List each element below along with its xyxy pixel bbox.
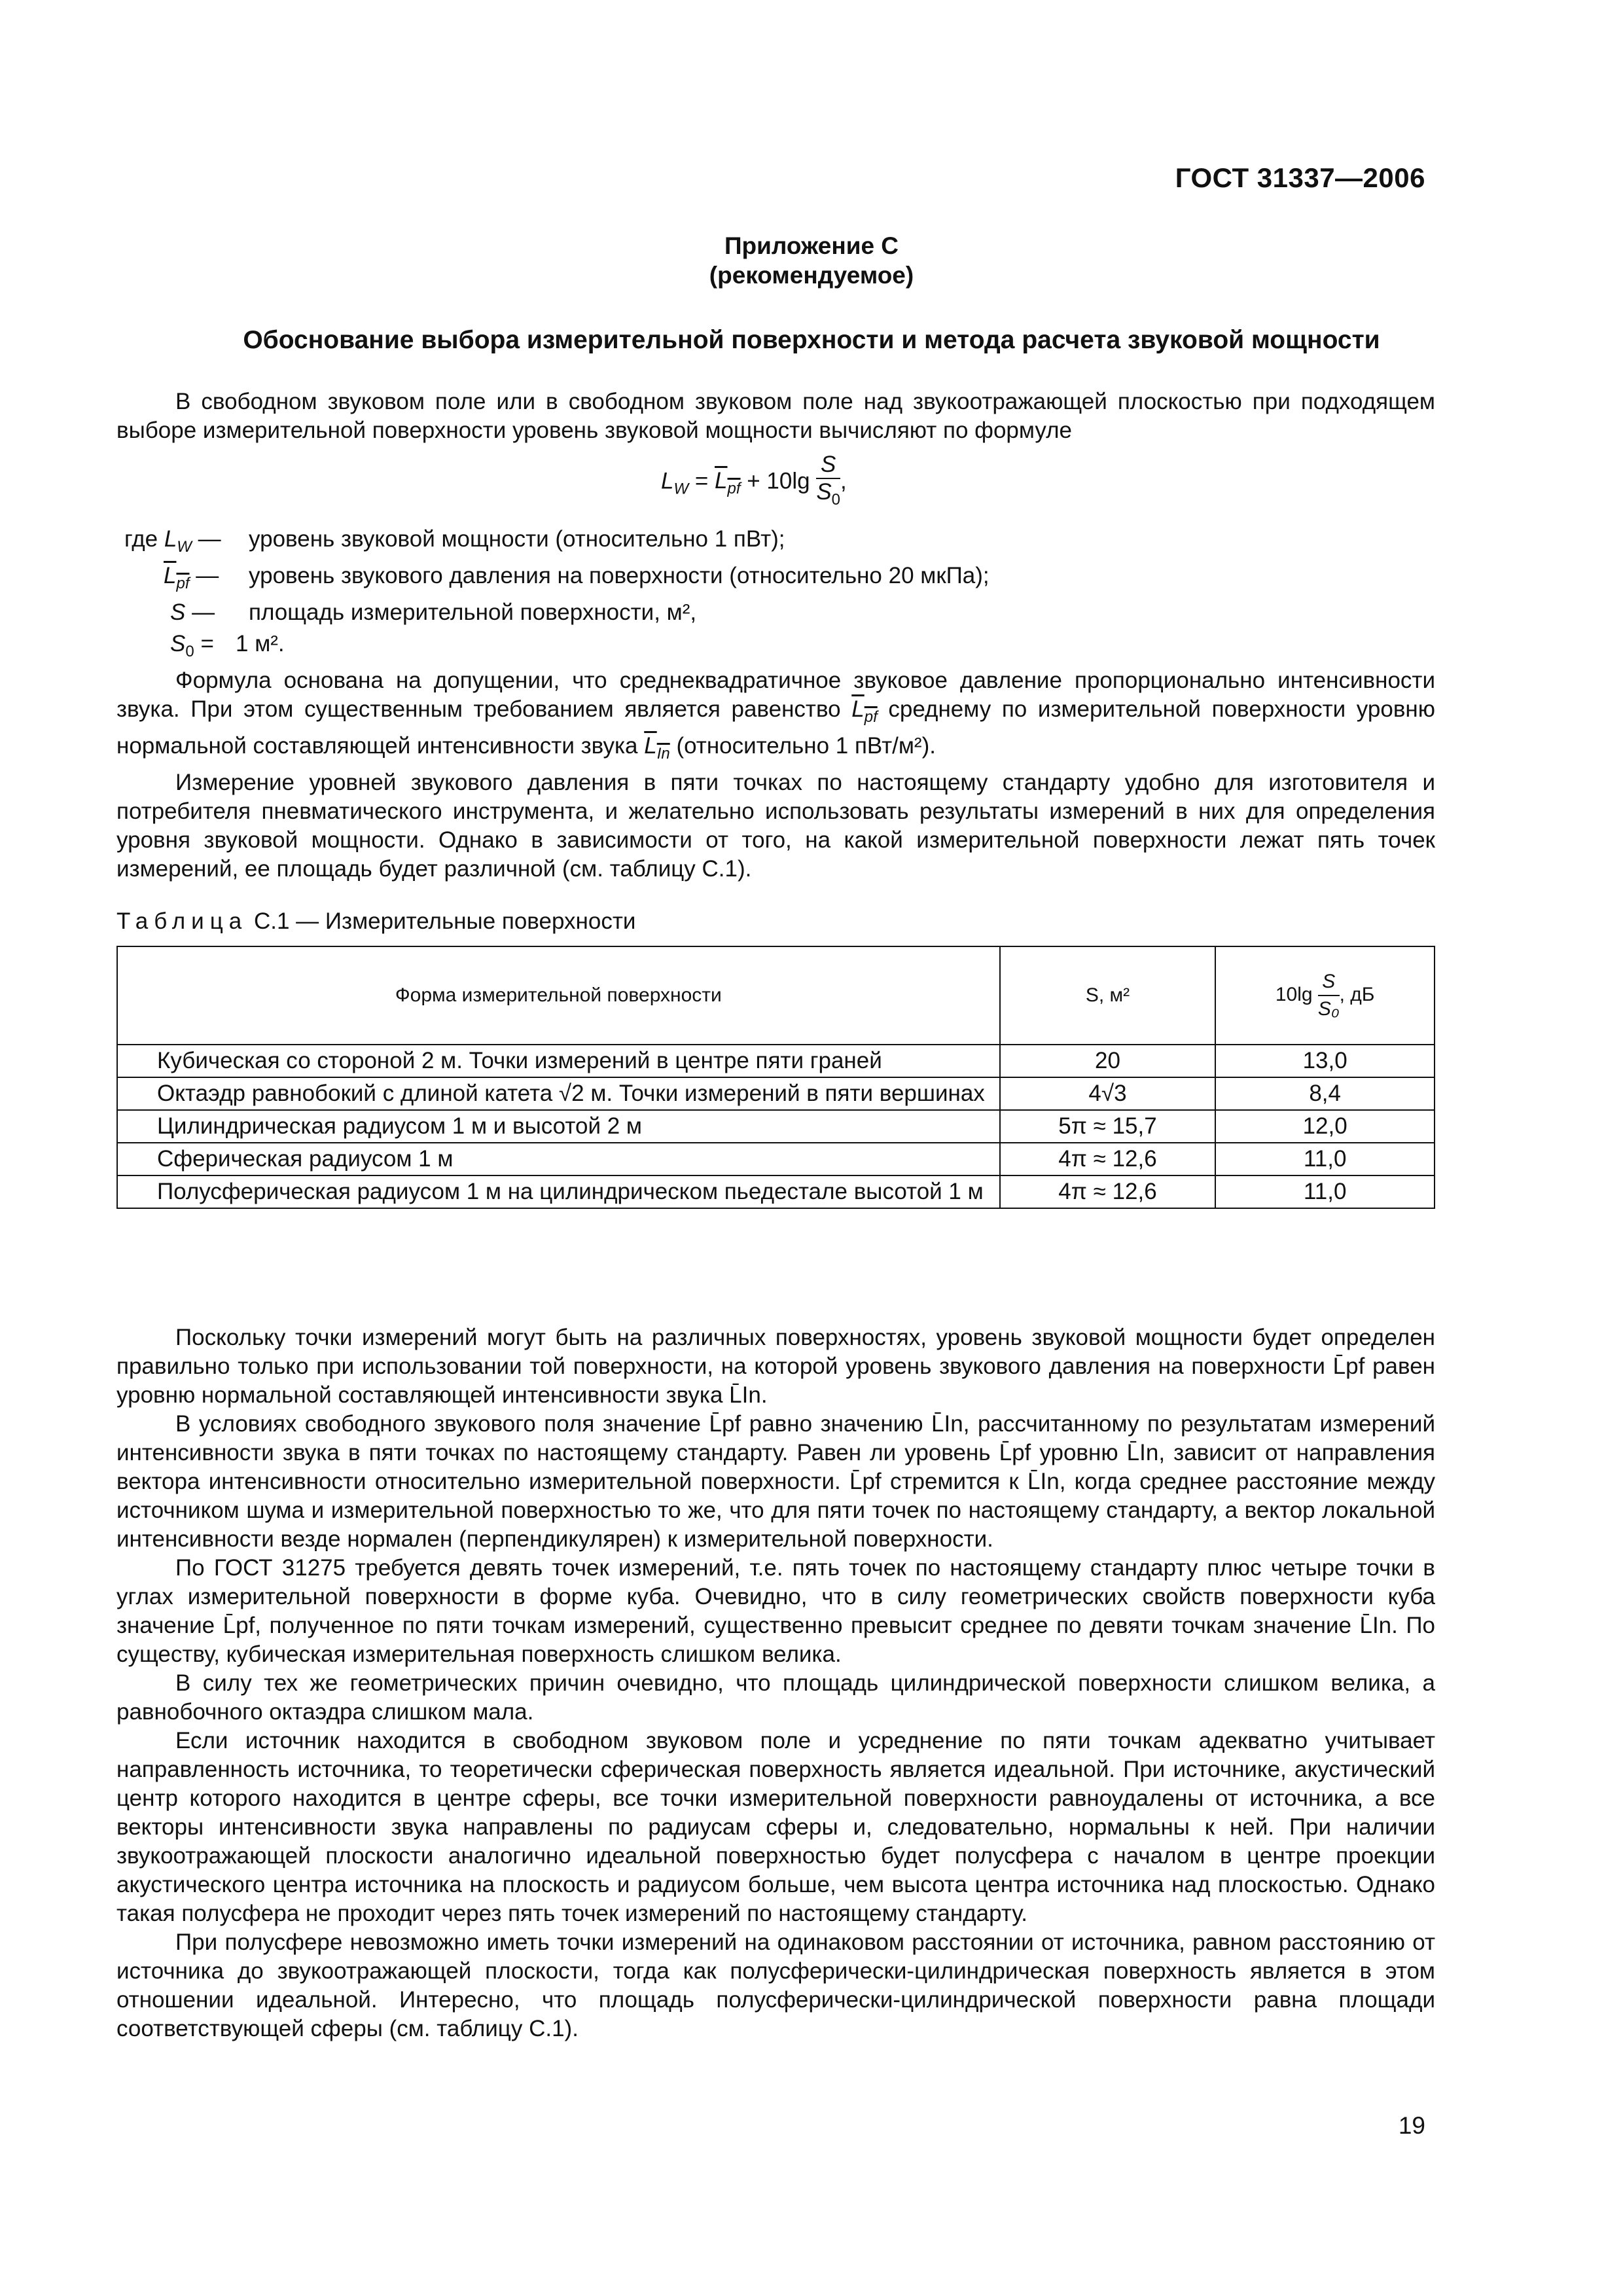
cell-level: 11,0 xyxy=(1215,1175,1435,1208)
header-level-prefix: 10lg xyxy=(1275,983,1318,1005)
definition-term: L xyxy=(164,563,177,588)
lpf-symbol: $L_{pf}$ xyxy=(851,696,878,726)
header-level-num: S xyxy=(1318,969,1340,996)
header-level-suffix: , дБ xyxy=(1339,983,1375,1005)
definition-dash: — xyxy=(191,526,221,552)
definition-desc: уровень звукового давления на поверхности (относительно 20 мкПа); xyxy=(249,563,990,588)
table-header-row xyxy=(117,946,1435,1045)
hemisphere-paragraph: При полусфере невозможно иметь точки измерений на одинаковом расстоянии от источника, равном расстоянию от источника до звукоотражающей плоскости, тогда как полусферически-цилиндрическая поверхность является в этом отношении идеальной. Интересно, что площадь полусферически-цилиндрической поверхности равна площади соответствующей сферы (см. таблицу C.1). xyxy=(116,1929,1435,2041)
para1-b: среднему по измерительной поверхности уровню нормальной составляющей интенсивности звука xyxy=(116,696,1435,759)
formula-den: S xyxy=(816,479,832,505)
header-level xyxy=(1215,946,1435,1045)
page-number: 19 xyxy=(1398,2112,1425,2139)
appendix-status: (рекомендуемое) xyxy=(709,262,914,289)
cell-shape: Октаэдр равнобокий с длиной катета √2 м. Точки измерений в пяти вершинах xyxy=(117,1077,1000,1110)
header-shape: Форма измерительной поверхности xyxy=(117,946,1000,1045)
table-caption-rest: C.1 — Измерительные поверхности xyxy=(247,908,636,934)
cell-shape: Сферическая радиусом 1 м xyxy=(117,1143,1000,1175)
formula-lpf: L xyxy=(715,468,728,494)
measurement-surfaces-table xyxy=(116,946,1435,1209)
definition-dash: — xyxy=(189,563,219,588)
formula-lw: L xyxy=(661,468,674,494)
table-row xyxy=(117,1077,1435,1110)
definition-term: S xyxy=(170,600,186,625)
table-caption xyxy=(116,908,635,935)
definition-desc: 1 м². xyxy=(236,631,285,656)
definition-sub: 0 xyxy=(185,643,194,660)
lin-symbol: $L_{In}$ xyxy=(644,733,670,762)
definition-prefix: где xyxy=(124,526,164,552)
formula-fraction xyxy=(816,452,840,513)
para1-c: (относительно 1 пВт/м²). xyxy=(669,733,936,759)
definition-term: S xyxy=(170,631,186,656)
cylinder-paragraph: В силу тех же геометрических причин очевидно, что площадь цилиндрической поверхности слишком велика, а равнобочного октаэдра слишком мала. xyxy=(116,1670,1435,1725)
cell-area: 4√3 xyxy=(1000,1077,1216,1110)
assumption-text xyxy=(116,666,1435,768)
surface-choice-paragraph: Поскольку точки измерений могут быть на различных поверхностях, уровень звуковой мощности будет определен правильно только при использовании той поверхности, на которой уровень звукового давления на поверхности L̄pf равен уровню нормальной составляющей интенсивности звука L̄In. xyxy=(116,1325,1435,1408)
cell-shape: Цилиндрическая радиусом 1 м и высотой 2 м xyxy=(117,1110,1000,1143)
table-row xyxy=(117,1045,1435,1077)
definition-dash: = xyxy=(194,631,214,656)
cell-shape: Полусферическая радиусом 1 м на цилиндрическом пьедестале высотой 1 м xyxy=(117,1175,1000,1208)
header-level-den: S₀ xyxy=(1317,998,1340,1020)
gost-31275-paragraph: По ГОСТ 31275 требуется девять точек измерений, т.е. пять точек по настоящему стандарту плюс четыре точки в углах измерительной поверхности в форме куба. Очевидно, что в силу геометрических свойств поверхности куба значение L̄pf, полученное по пяти точкам измерений, существенно превысит среднее по девяти точкам значение L̄In. По существу, кубическая измерительная поверхность слишком велика. xyxy=(116,1555,1435,1667)
intro-paragraph xyxy=(116,387,1435,445)
para1-a: Формула основана на допущении, что среднеквадратичное звуковое давление пропорционально интенсивности звука. При этом существенным требованием является равенство xyxy=(116,668,1435,722)
cell-area: 4π ≈ 12,6 xyxy=(1000,1143,1216,1175)
formula-den-sub: 0 xyxy=(831,491,841,509)
five-points-paragraph: Измерение уровней звукового давления в пяти точках по настоящему стандарту удобно для изготовителя и потребителя пневматического инструмента, и желательно использовать результаты измерений в них для определения уровня звуковой мощности. Однако в зависимости от того, на какой измерительной поверхности лежат пять точек измерений, ее площадь будет различной (см. таблицу C.1). xyxy=(116,770,1435,882)
formula-lw-sub: W xyxy=(673,480,689,498)
document-title: Обоснование выбора измерительной поверхности и метода расчета звуковой мощности xyxy=(243,326,1380,354)
definition-dash: — xyxy=(185,600,215,625)
definition-sub: W xyxy=(177,538,192,556)
cell-level: 12,0 xyxy=(1215,1110,1435,1143)
formula-eq: = xyxy=(694,468,715,494)
header-area: S, м² xyxy=(1000,946,1216,1045)
assumption-paragraph xyxy=(116,666,1435,884)
sound-power-formula xyxy=(661,452,847,513)
definition-term: L xyxy=(164,526,177,552)
sphere-paragraph: Если источник находится в свободном звуковом поле и усреднение по пяти точкам адекватно учитывает направленность источника, то теоретически сферическая поверхность является идеальной. При источнике, акустический центр которого находится в центре сферы, все точки измерительной поверхности равноудалены от источника, а все векторы интенсивности звука направлены по радиусам сферы и, следовательно, нормальны к ней. При наличии звукоотражающей плоскости аналогично идеальной поверхностью будет полусфера с началом в центре проекции акустического центра источника на плоскость и радиусом больше, чем высота центра источника над плоскостью. Однако такая полусфера не проходит через пять точек измерений по настоящему стандарту. xyxy=(116,1728,1435,1926)
table-row xyxy=(117,1110,1435,1143)
cell-level: 13,0 xyxy=(1215,1045,1435,1077)
formula-num: S xyxy=(816,452,840,479)
cell-level: 8,4 xyxy=(1215,1077,1435,1110)
cell-area: 20 xyxy=(1000,1045,1216,1077)
discussion-section xyxy=(116,1323,1435,2043)
table-row xyxy=(117,1175,1435,1208)
free-field-paragraph: В условиях свободного звукового поля значение L̄pf равно значению L̄In, рассчитанному по результатам измерений интенсивности звука в пяти точках по настоящему стандарту. Равен ли уровень L̄pf уровню L̄In, зависит от направления вектора интенсивности относительно измерительной поверхности. L̄pf стремится к L̄In, когда среднее расстояние между источником шума и измерительной поверхностью то же, что для пяти точек по настоящему стандарту, а вектор локальной интенсивности везде нормален (перпендикулярен) к измерительной поверхности. xyxy=(116,1411,1435,1552)
intro-text: В свободном звуковом поле или в свободном звуковом поле над звукоотражающей плоскостью при подходящем выборе измерительной поверхности уровень звуковой мощности вычисляют по формуле xyxy=(116,389,1435,443)
definition-desc: уровень звуковой мощности (относительно 1 пВт); xyxy=(249,526,785,552)
formula-tail: , xyxy=(840,468,847,494)
standard-code: ГОСТ 31337—2006 xyxy=(1175,162,1425,193)
cell-area: 5π ≈ 15,7 xyxy=(1000,1110,1216,1143)
formula-plus: + 10lg xyxy=(747,468,817,494)
formula-lpf-sub: pf xyxy=(727,480,741,498)
cell-area: 4π ≈ 12,6 xyxy=(1000,1175,1216,1208)
table-row xyxy=(117,1143,1435,1175)
cell-level: 11,0 xyxy=(1215,1143,1435,1175)
appendix-label: Приложение C xyxy=(724,232,899,259)
definition-sub: pf xyxy=(176,575,190,592)
table-caption-word: Таблица xyxy=(116,908,248,934)
definition-desc: площадь измерительной поверхности, м², xyxy=(249,600,697,625)
cell-shape: Кубическая со стороной 2 м. Точки измерений в центре пяти граней xyxy=(117,1045,1000,1077)
